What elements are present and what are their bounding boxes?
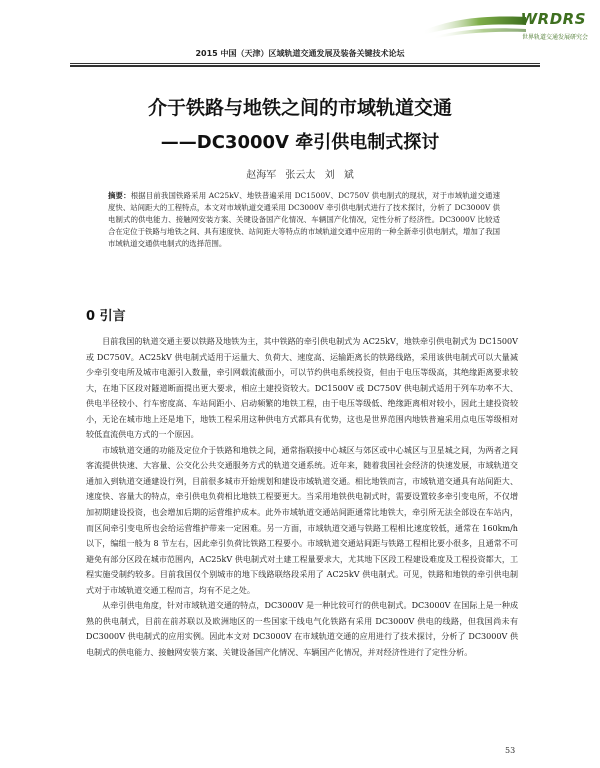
page-number: 53 — [505, 746, 516, 755]
header-rule-thick — [70, 65, 540, 67]
body-paragraph: 市域轨道交通的功能及定位介于铁路和地铁之间，通常指联接中心城区与郊区或中心城区与卫星城之间，为两者之间客流提供快速、大容量、公交化公共交通服务方式的轨道交通系统。近年来，随着我国社会经济的快速发展，市域轨道交通加入到轨道交通建设行列，目前很多城市开始规划和建设市域轨道交通。相比地铁而言，市域轨道交通具有站间距大、速度快、容量大的特点，牵引供电负荷相比地铁工程要更大。当采用地铁供电制式时，需要设置较多牵引变电所，不仅增加初期建设投资，也会增加后期的运营维护成本。此外市域轨道交通站间距通常比地铁大，牵引所无法全部设在车站内，而区间牵引变电所也会给运营维护带来一定困难。另一方面，市域轨道交通与铁路工程相比速度较低，通常在 160km/h 以下，编组一般为 8 节左右，因此牵引负荷比铁路工程要小。市域轨道交通站间距与铁路工程相比要小很多，且通常不可避免有部分区段在城市范围内，AC25kV 供电制式对土建工程量要求大，尤其地下区段工程建设难度及工程投资都大，工程实施受制约较多。目前我国仅个别城市的地下线路联络段采用了 AC25kV 供电制式。可见，铁路和地铁的牵引供电制式对于市域轨道交通工程而言，均有不足之处。 — [86, 445, 518, 595]
running-head: 2015 中国（天津）区域轨道交通发展及装备关键技术论坛 — [195, 49, 405, 58]
logo-subtitle: 世界轨道交通发展研究会 — [521, 34, 588, 41]
abstract-text: 根据目前我国铁路采用 AC25kV、地铁普遍采用 DC1500V、DC750V 供电制式的现状，对于市域轨道交通速度快、站间距大的工程特点，本文对市域轨道交通采用 DC3000V 牵引供电制式进行了技术探讨，分析了 DC3000V 供电制式的供电能力、接触网安装方案、关键设备国产化情况、车辆国产化情况，定性分析了经济性。DC3000V 比较适合在定位于铁路与地铁之间、具有速度快、站间距大等特点的市域轨道交通中应用的一种全新牵引供电制式，增加了我国市域轨道交通供电制式的选择范围。 — [108, 191, 500, 249]
section-heading: 0 引言 — [86, 309, 126, 324]
body-text — [86, 334, 518, 660]
header-rule-thin — [70, 63, 540, 64]
abstract — [108, 190, 500, 250]
body-paragraph: 目前我国的轨道交通主要以铁路及地铁为主，其中铁路的牵引供电制式为 AC25kV，地铁牵引供电制式为 DC1500V 或 DC750V。AC25kV 供电制式适用于运量大、负荷大、速度高、运输距离长的铁路线路，采用该供电制式可以大量减少牵引变电所及城市电源引入数量，牵引网载流截面小，可以节约供电系统投资，但由于电压等级高，其绝缘距离要求较大，在地下区段对隧道断面提出更大要求，相应土建投资较大。DC1500V 或 DC750V 供电制式适用于列车功率不大、供电半径较小、行车密度高、车站间距小、启动频繁的地铁工程，由于电压等级低、绝缘距离相对较小，因此土建投资较小，无论在城市地上还是地下，地铁工程采用这种供电方式都具有优势，这也是世界范围内地铁普遍采用点电压等级相对较低直流供电方式的一个原因。 — [86, 337, 518, 440]
paper-title-line-2: ——DC3000V 牵引供电制式探讨 — [160, 132, 440, 153]
body-paragraph: 从牵引供电角度，针对市域轨道交通的特点，DC3000V 是一种比较可行的供电制式。DC3000V 在国际上是一种成熟的供电制式，目前在前苏联以及欧洲地区的一些国家干线电气化铁路有采用 DC3000V 供电的线路，但我国尚未有 DC3000V 供电制式的应用实例。因此本文对 DC3000V 在市域轨道交通的应用进行了技术探讨，分析了 DC3000V 供电制式的供电能力、接触网安装方案、关键设备国产化情况、车辆国产化情况，并对经济性进行了定性分析。 — [86, 601, 518, 657]
abstract-label: 摘要： — [108, 191, 131, 200]
authors: 赵海军 张云太 刘 斌 — [246, 170, 354, 181]
wrdrs-logo-graphic — [422, 9, 526, 41]
paper-title-line-1: 介于铁路与地铁之间的市域轨道交通 — [147, 97, 452, 119]
logo-wordmark: WRDRS — [520, 10, 586, 28]
